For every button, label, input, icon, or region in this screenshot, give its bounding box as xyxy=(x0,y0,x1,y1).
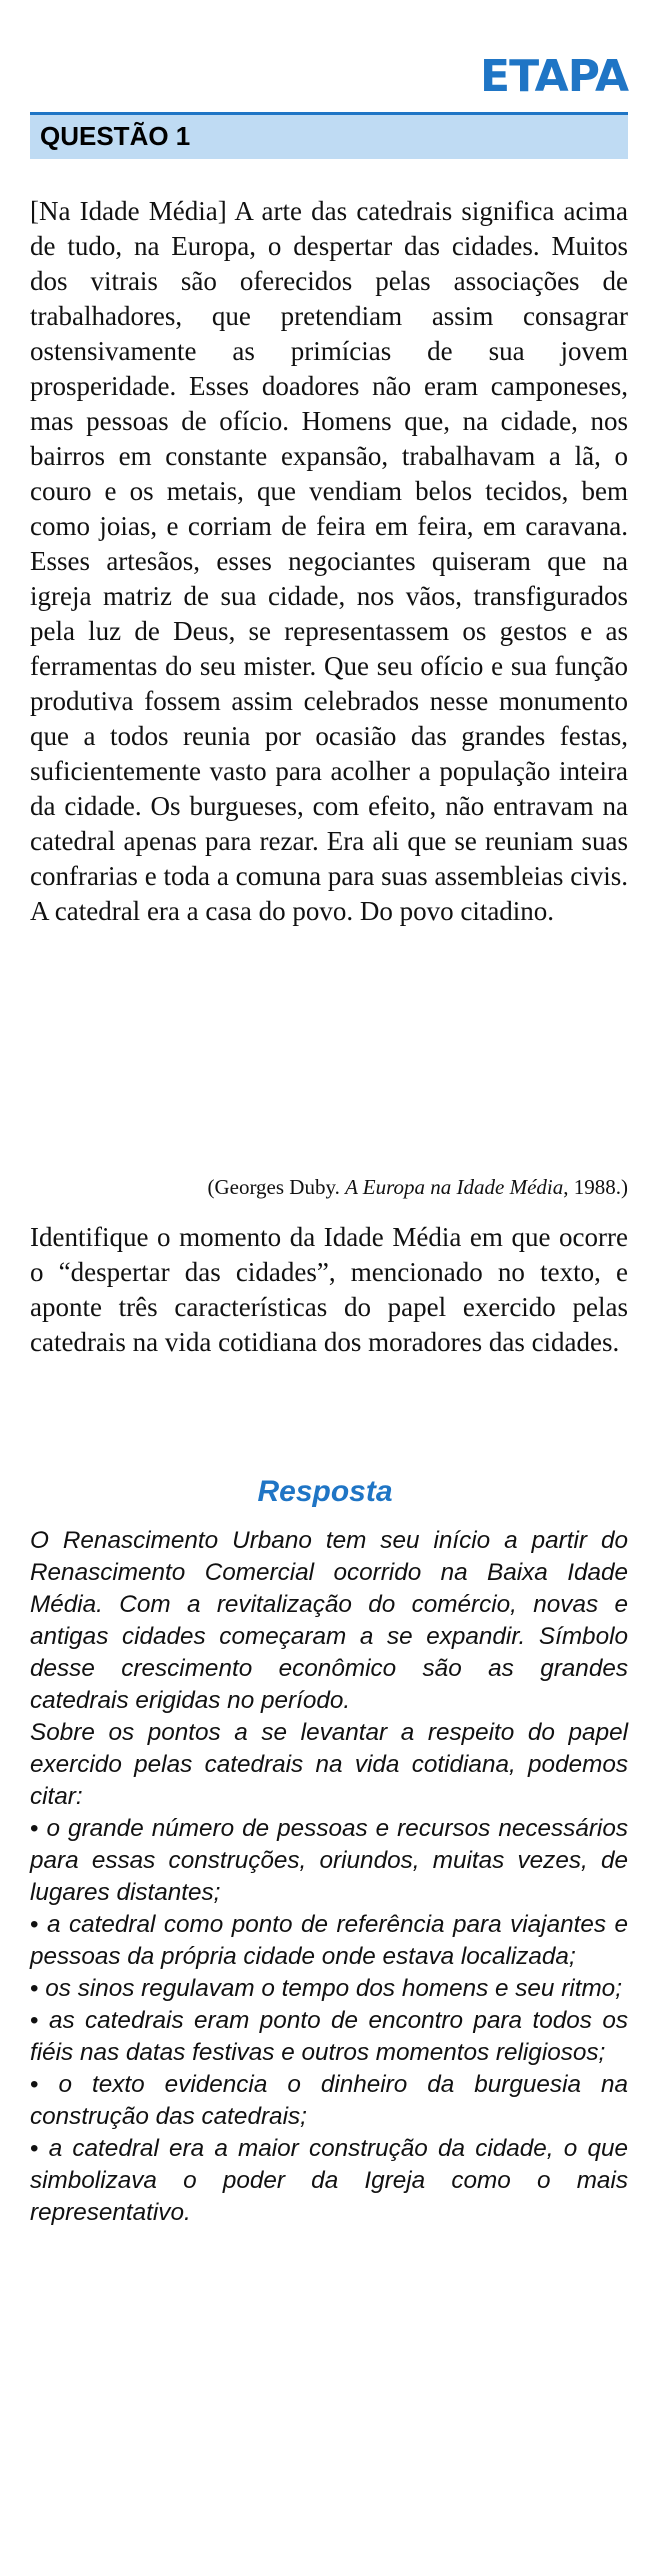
list-item xyxy=(30,1813,628,1909)
brand-logo: ETAPA xyxy=(480,51,628,102)
bullet-icon: • xyxy=(30,1975,39,2002)
question-prompt: Identifique o momento da Idade Média em que ocorre o “despertar das cidades”, mencionado no texto, e aponte três características do papel exercido pelas catedrais na vida cotidiana dos moradores das cidades. xyxy=(30,1222,628,1357)
list-item xyxy=(30,1973,628,2005)
answer-bullet-list xyxy=(30,1813,628,2229)
citation-author: (Georges Duby. xyxy=(207,1175,346,1199)
bullet-icon: • xyxy=(30,2007,39,2034)
bullet-icon: • xyxy=(30,1911,39,1938)
list-item xyxy=(30,2133,628,2229)
list-item xyxy=(30,2069,628,2133)
citation-book: A Europa na Idade Média xyxy=(345,1175,564,1199)
bullet-text: os sinos regulavam o tempo dos homens e seu ritmo; xyxy=(45,1975,622,2002)
bullet-icon: • xyxy=(30,2071,39,2098)
citation xyxy=(207,1175,628,1200)
bullet-text: as catedrais eram ponto de encontro para todos os fiéis nas datas festivas e outros momentos religiosos; xyxy=(30,2007,628,2066)
bullet-text: o grande número de pessoas e recursos necessários para essas construções, oriundos, muitas vezes, de lugares distantes; xyxy=(30,1815,628,1906)
question-title: QUESTÃO 1 xyxy=(40,121,191,151)
bullet-text: o texto evidencia o dinheiro da burguesia na construção das catedrais; xyxy=(30,2071,628,2130)
answer-paragraph: Sobre os pontos a se levantar a respeito do papel exercido pelas catedrais na vida cotidiana, podemos citar: xyxy=(30,1719,628,1810)
bullet-icon: • xyxy=(30,2135,39,2162)
citation-year: , 1988.) xyxy=(563,1175,628,1199)
answer-paragraph: O Renascimento Urbano tem seu início a partir do Renascimento Comercial ocorrido na Baixa Idade Média. Com a revitalização do comércio, novas e antigas cidades começaram a se expandir. Símbolo desse crescimento econômico são as grandes catedrais erigidas no período. xyxy=(30,1527,628,1714)
passage-text: [Na Idade Média] A arte das catedrais significa acima de tudo, na Europa, o despertar das cidades. Muitos dos vitrais são oferecidos pelas associações de trabalhadores, que pretendiam assim consagrar ostensivamente as primícias de sua jovem prosperidade. Esses doadores não eram camponeses, mas pessoas de ofício. Homens que, na cidade, nos bairros em constante expansão, trabalhavam a lã, o couro e os metais, que vendiam belos tecidos, bem como joias, e corriam de feira em feira, em caravana. Esses artesãos, esses negociantes quiseram que na igreja matriz de sua cidade, nos vãos, transfigurados pela luz de Deus, se representassem os gestos e as ferramentas do seu mister. Que seu ofício e sua função produtiva fossem assim celebrados nesse monumento que a todos reunia por ocasião das grandes festas, suficientemente vasto para acolher a população inteira da cidade. Os burgueses, com efeito, não entravam na catedral apenas para rezar. Era ali que se reuniam suas confrarias e toda a comuna para suas assembleias civis. A catedral era a casa do povo. Do povo citadino. xyxy=(30,196,628,926)
answer-body xyxy=(30,1525,628,2229)
bullet-text: a catedral como ponto de referência para viajantes e pessoas da própria cidade onde estava localizada; xyxy=(30,1911,628,1970)
answer-heading: Resposta xyxy=(257,1475,393,1508)
list-item xyxy=(30,1909,628,1973)
bullet-text: a catedral era a maior construção da cidade, o que simbolizava o poder da Igreja como o mais representativo. xyxy=(30,2135,628,2226)
list-item xyxy=(30,2005,628,2069)
bullet-icon: • xyxy=(30,1815,39,1842)
